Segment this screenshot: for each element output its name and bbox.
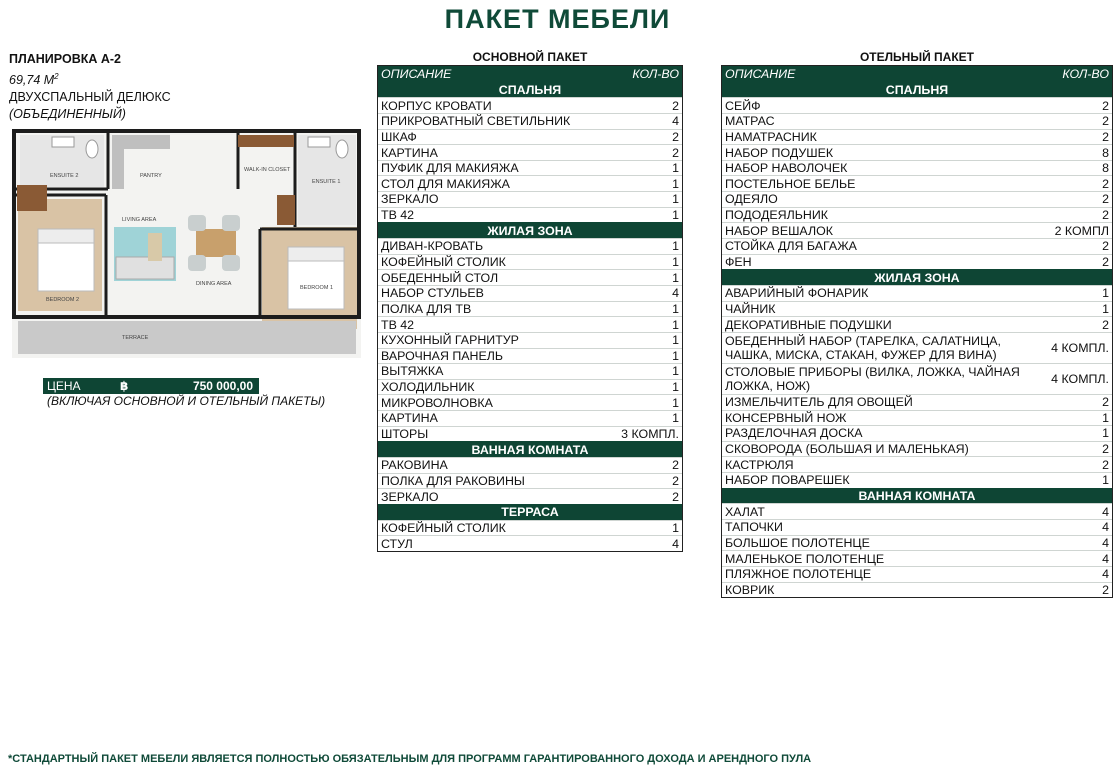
- item-name: КОНСЕРВНЫЙ НОЖ: [725, 410, 847, 425]
- item-qty: 2: [1102, 129, 1109, 144]
- table-row: [722, 175, 1112, 191]
- item-name: ВЫТЯЖКА: [381, 364, 444, 379]
- table-row: [722, 503, 1112, 519]
- item-qty: 1: [1102, 473, 1109, 488]
- price-bar: [43, 378, 259, 394]
- table-row: [378, 238, 682, 254]
- item-qty: 2: [1102, 98, 1109, 113]
- table-row: [722, 160, 1112, 176]
- table-header: [378, 66, 682, 82]
- table-row: [722, 394, 1112, 410]
- table-row: [378, 160, 682, 176]
- item-name: НАБОР НАВОЛОЧЕК: [725, 161, 848, 176]
- price-label: ЦЕНА: [47, 379, 81, 393]
- item-name: СТОЛ ДЛЯ МАКИЯЖА: [381, 176, 510, 191]
- item-qty: 4: [1102, 551, 1109, 566]
- item-name: ШКАФ: [381, 129, 417, 144]
- item-qty: 1: [672, 255, 679, 269]
- svg-text:PANTRY: PANTRY: [140, 173, 162, 179]
- svg-text:WALK-IN CLOSET: WALK-IN CLOSET: [244, 167, 291, 173]
- table-row: [722, 456, 1112, 472]
- item-name: ХОЛОДИЛЬНИК: [381, 380, 475, 395]
- item-name: ХАЛАТ: [725, 504, 765, 519]
- item-name: РАЗДЕЛОЧНАЯ ДОСКА: [725, 426, 863, 441]
- item-qty: 4: [1102, 520, 1109, 535]
- item-qty: 1: [672, 348, 679, 363]
- item-name: ДИВАН-КРОВАТЬ: [381, 239, 484, 254]
- item-qty: 4: [672, 114, 679, 129]
- table-row: [722, 191, 1112, 207]
- item-name: ОДЕЯЛО: [725, 192, 778, 207]
- item-qty: 1: [672, 301, 679, 316]
- table-row: [722, 285, 1112, 301]
- table-row: [378, 129, 682, 145]
- item-name: ФЕН: [725, 255, 752, 269]
- table-row: [378, 175, 682, 191]
- item-qty: 8: [1102, 161, 1109, 176]
- item-qty: 2: [1102, 395, 1109, 410]
- item-qty: 1: [672, 208, 679, 223]
- item-qty: 1: [672, 317, 679, 332]
- item-qty: 8: [1102, 145, 1109, 160]
- table-row: [378, 113, 682, 129]
- item-name: БОЛЬШОЕ ПОЛОТЕНЦЕ: [725, 535, 870, 550]
- item-qty: 2: [672, 458, 679, 473]
- item-qty: 1: [672, 270, 679, 285]
- item-qty: 1: [1102, 301, 1109, 316]
- item-name: СЕЙФ: [725, 98, 761, 113]
- item-qty: 1: [672, 395, 679, 410]
- section-header: ЖИЛАЯ ЗОНА: [378, 222, 682, 238]
- svg-text:BEDROOM 1: BEDROOM 1: [300, 285, 334, 291]
- item-qty: 1: [672, 520, 679, 535]
- section-header: ТЕРРАСА: [378, 504, 682, 520]
- item-qty: 2: [1102, 442, 1109, 457]
- item-name: СТОЙКА ДЛЯ БАГАЖА: [725, 239, 857, 254]
- item-name: КУХОННЫЙ ГАРНИТУР: [381, 333, 519, 348]
- table-row: [722, 582, 1112, 598]
- item-name: ПОЛКА ДЛЯ РАКОВИНЫ: [381, 473, 525, 488]
- item-qty: 2: [672, 473, 679, 488]
- item-name: ПОЛКА ДЛЯ ТВ: [381, 301, 472, 316]
- table-row: [722, 113, 1112, 129]
- table-row: [722, 207, 1112, 223]
- item-name: КОРПУС КРОВАТИ: [381, 98, 492, 113]
- table-row: [378, 410, 682, 426]
- basic-package-title: ОСНОВНОЙ ПАКЕТ: [472, 50, 588, 64]
- table-row: [722, 254, 1112, 270]
- table-row: [722, 550, 1112, 566]
- item-name: МАТРАС: [725, 114, 775, 129]
- plan-name: ПЛАНИРОВКА А-2: [9, 52, 121, 66]
- item-name: КОВРИК: [725, 582, 775, 597]
- table-row: [378, 144, 682, 160]
- section-header: СПАЛЬНЯ: [378, 82, 682, 98]
- item-name: ПРИКРОВАТНЫЙ СВЕТИЛЬНИК: [381, 114, 571, 129]
- item-name: ЧАЙНИК: [725, 301, 776, 316]
- item-name: МАЛЕНЬКОЕ ПОЛОТЕНЦЕ: [725, 551, 885, 566]
- table-row: [722, 316, 1112, 332]
- item-name: ЗЕРКАЛО: [381, 192, 439, 207]
- table-row: [722, 332, 1112, 363]
- item-qty: 2: [1102, 457, 1109, 472]
- item-name: ОБЕДЕННЫЙ СТОЛ: [381, 270, 499, 285]
- table-row: [378, 488, 682, 504]
- item-name: СТОЛОВЫЕ ПРИБОРЫ (ВИЛКА, ЛОЖКА, ЧАЙНАЯ ЛОЖКА, НОЖ): [725, 364, 1020, 393]
- table-header: [722, 66, 1112, 82]
- item-qty: 1: [672, 364, 679, 379]
- item-name: НАБОР ВЕШАЛОК: [725, 223, 833, 238]
- page-title: ПАКЕТ МЕБЕЛИ: [444, 4, 671, 34]
- item-qty: 1: [672, 380, 679, 395]
- item-qty: 1: [1102, 410, 1109, 425]
- svg-text:ENSUITE 1: ENSUITE 1: [312, 179, 341, 185]
- item-name: ОБЕДЕННЫЙ НАБОР (ТАРЕЛКА, САЛАТНИЦА, ЧАШКА, МИСКА, СТАКАН, ФУЖЕР ДЛЯ ВИНА): [725, 333, 1001, 362]
- item-qty: 1: [1102, 286, 1109, 301]
- item-qty: 2: [672, 129, 679, 144]
- table-row: [378, 363, 682, 379]
- header-description: ОПИСАНИЕ: [725, 66, 796, 81]
- hotel-package-title: ОТЕЛЬНЫЙ ПАКЕТ: [859, 50, 975, 64]
- item-name: НАБОР СТУЛЬЕВ: [381, 286, 484, 301]
- footer-note: *СТАНДАРТНЫЙ ПАКЕТ МЕБЕЛИ ЯВЛЯЕТСЯ ПОЛНОСТЬЮ ОБЯЗАТЕЛЬНЫМ ДЛЯ ПРОГРАММ ГАРАНТИРОВАННОГО ДОХОДА И АРЕНДНОГО ПУЛА: [8, 753, 812, 765]
- table-row: [378, 316, 682, 332]
- header-qty: КОЛ-ВО: [632, 66, 679, 81]
- item-qty: 1: [672, 161, 679, 176]
- table-row: [722, 97, 1112, 113]
- item-name: КОФЕЙНЫЙ СТОЛИК: [381, 255, 506, 269]
- item-name: КАРТИНА: [381, 145, 438, 160]
- item-name: ДЕКОРАТИВНЫЕ ПОДУШКИ: [725, 317, 892, 332]
- table-row: [378, 520, 682, 536]
- item-name: КАРТИНА: [381, 411, 438, 426]
- item-name: МИКРОВОЛНОВКА: [381, 395, 493, 410]
- item-qty: 1: [1102, 426, 1109, 441]
- item-name: СТУЛ: [381, 536, 413, 551]
- item-qty: 2: [672, 145, 679, 160]
- item-qty: 4: [672, 536, 679, 551]
- item-qty: 1: [672, 239, 679, 254]
- plan-note: (ОБЪЕДИНЕННЫЙ): [9, 107, 126, 122]
- table-row: [722, 301, 1112, 317]
- table-row: [722, 425, 1112, 441]
- item-name: ТВ 42: [381, 317, 415, 332]
- item-name: ЗЕРКАЛО: [381, 489, 439, 504]
- svg-text:BEDROOM 2: BEDROOM 2: [46, 297, 80, 303]
- svg-text:TERRACE: TERRACE: [122, 335, 149, 341]
- item-qty: 4: [672, 286, 679, 301]
- item-name: КОФЕЙНЫЙ СТОЛИК: [381, 520, 506, 535]
- item-qty: 2: [1102, 582, 1109, 597]
- item-name: НАБОР ПОДУШЕК: [725, 145, 834, 160]
- price-note: (ВКЛЮЧАЯ ОСНОВНОЙ И ОТЕЛЬНЫЙ ПАКЕТЫ): [47, 394, 326, 408]
- section-header: ЖИЛАЯ ЗОНА: [722, 269, 1112, 285]
- item-qty: 2: [1102, 208, 1109, 223]
- basic-package-table: [377, 65, 683, 552]
- item-name: КАСТРЮЛЯ: [725, 457, 794, 472]
- floor-plan: [12, 129, 361, 358]
- item-name: ПУФИК ДЛЯ МАКИЯЖА: [381, 161, 519, 176]
- table-row: [722, 222, 1112, 238]
- item-name: ПЛЯЖНОЕ ПОЛОТЕНЦЕ: [725, 567, 872, 582]
- svg-text:DINING AREA: DINING AREA: [196, 281, 232, 287]
- table-row: [378, 473, 682, 489]
- svg-text:LIVING AREA: LIVING AREA: [122, 217, 157, 223]
- table-row: [378, 535, 682, 551]
- table-row: [378, 348, 682, 364]
- table-row: [378, 457, 682, 473]
- table-row: [378, 254, 682, 270]
- header-qty: КОЛ-ВО: [1062, 66, 1109, 81]
- table-row: [378, 332, 682, 348]
- table-row: [722, 519, 1112, 535]
- item-name: ПОДОДЕЯЛЬНИК: [725, 208, 828, 223]
- plan-type: ДВУХСПАЛЬНЫЙ ДЕЛЮКС: [9, 90, 171, 105]
- item-name: НАБОР ПОВАРЕШЕК: [725, 473, 850, 488]
- item-qty: 2: [1102, 255, 1109, 269]
- item-qty: 1: [672, 176, 679, 191]
- item-qty: 2: [672, 98, 679, 113]
- item-name: ИЗМЕЛЬЧИТЕЛЬ ДЛЯ ОВОЩЕЙ: [725, 395, 913, 410]
- item-qty: 2: [1102, 317, 1109, 332]
- table-row: [378, 301, 682, 317]
- table-row: [722, 129, 1112, 145]
- item-qty: 1: [672, 333, 679, 348]
- item-qty: 4: [1102, 567, 1109, 582]
- item-name: ТВ 42: [381, 208, 415, 223]
- table-row: [378, 207, 682, 223]
- table-row: [722, 535, 1112, 551]
- item-name: НАМАТРАСНИК: [725, 129, 817, 144]
- item-qty: 2: [1102, 176, 1109, 191]
- item-qty: 4 КОМПЛ.: [1051, 371, 1109, 386]
- plan-header: [9, 51, 269, 123]
- table-row: [722, 566, 1112, 582]
- table-row: [378, 394, 682, 410]
- currency-symbol: ฿: [120, 379, 129, 393]
- table-row: [378, 269, 682, 285]
- item-qty: 2: [1102, 192, 1109, 207]
- table-row: [722, 441, 1112, 457]
- item-qty: 3 КОМПЛ.: [621, 427, 679, 442]
- item-name: ПОСТЕЛЬНОЕ БЕЛЬЕ: [725, 176, 856, 191]
- price-value: 750 000,00: [192, 379, 253, 393]
- item-qty: 4 КОМПЛ.: [1051, 340, 1109, 355]
- table-row: [378, 426, 682, 442]
- table-row: [378, 285, 682, 301]
- section-header: ВАННАЯ КОМНАТА: [722, 488, 1112, 504]
- table-row: [722, 238, 1112, 254]
- item-qty: 4: [1102, 535, 1109, 550]
- plan-area: 69,74 $М^2$: [9, 72, 59, 88]
- item-qty: 2 КОМПЛ: [1054, 223, 1109, 238]
- item-qty: 1: [672, 411, 679, 426]
- item-name: ВАРОЧНАЯ ПАНЕЛЬ: [381, 348, 503, 363]
- item-name: СКОВОРОДА (БОЛЬШАЯ И МАЛЕНЬКАЯ): [725, 442, 969, 457]
- item-qty: 2: [672, 489, 679, 504]
- section-header: ВАННАЯ КОМНАТА: [378, 441, 682, 457]
- item-name: РАКОВИНА: [381, 458, 448, 473]
- item-name: ТАПОЧКИ: [725, 520, 783, 535]
- table-row: [722, 410, 1112, 426]
- item-qty: 1: [672, 192, 679, 207]
- table-row: [722, 144, 1112, 160]
- item-name: ШТОРЫ: [381, 427, 429, 442]
- header-description: ОПИСАНИЕ: [381, 66, 452, 81]
- item-qty: 2: [1102, 114, 1109, 129]
- table-row: [378, 97, 682, 113]
- section-header: СПАЛЬНЯ: [722, 82, 1112, 98]
- table-row: [722, 363, 1112, 394]
- svg-text:ENSUITE 2: ENSUITE 2: [50, 173, 79, 179]
- item-name: АВАРИЙНЫЙ ФОНАРИК: [725, 286, 869, 301]
- hotel-package-table: [721, 65, 1113, 598]
- table-row: [722, 472, 1112, 488]
- item-qty: 2: [1102, 239, 1109, 254]
- table-row: [378, 379, 682, 395]
- item-qty: 4: [1102, 504, 1109, 519]
- table-row: [378, 191, 682, 207]
